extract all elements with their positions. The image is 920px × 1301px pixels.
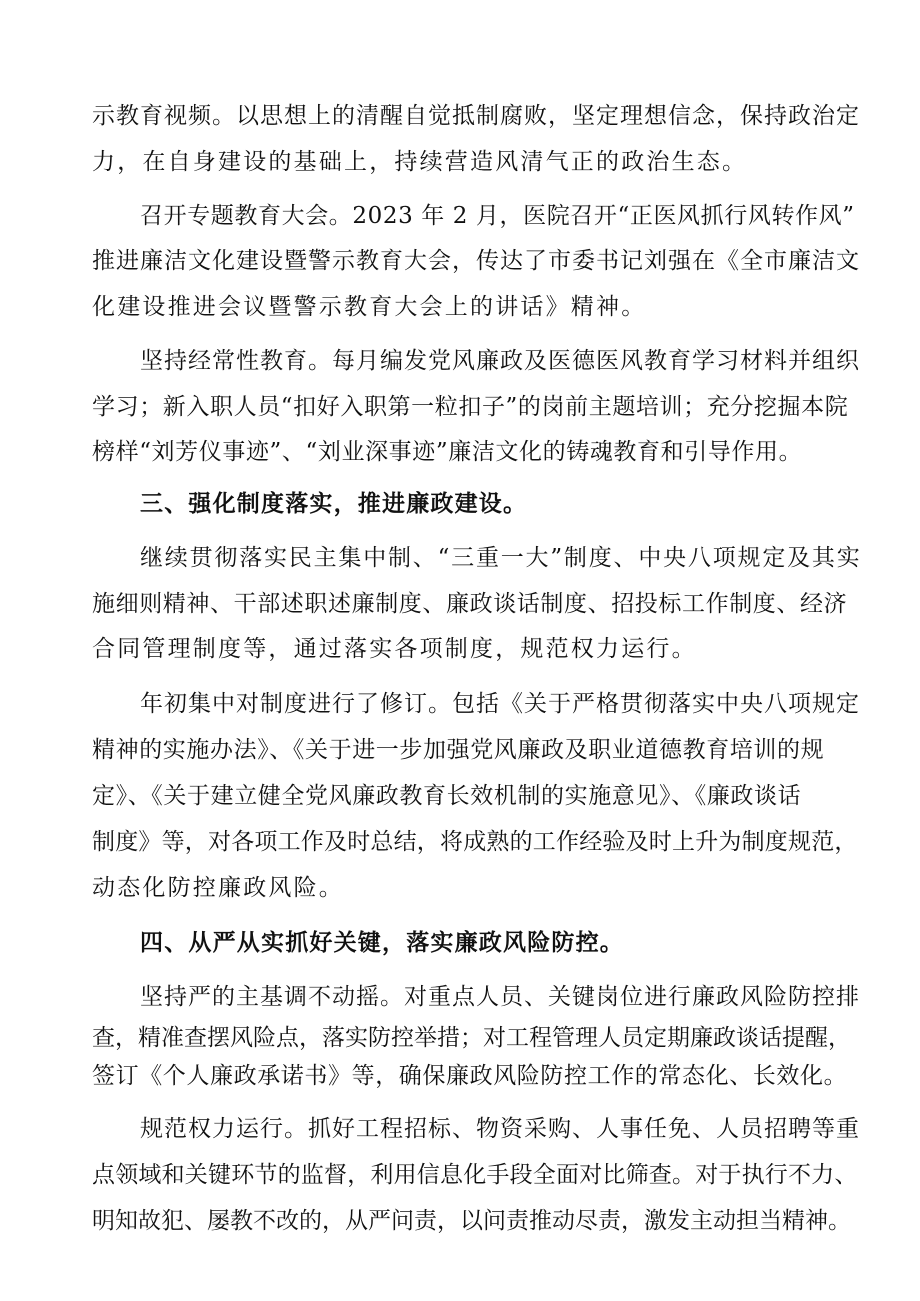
paragraph-line: 坚持严的主基调不动摇。对重点人员、关键岗位进行廉政风险防控排 (140, 984, 860, 1010)
paragraph-line: 化建设推进会议暨警示教育大会上的讲话》精神。 (92, 294, 647, 320)
paragraph-line: 学习；新入职人员“扣好入职第一粒扣子”的岗前主题培训；充分挖掘本院 (92, 394, 849, 420)
paragraph-line: 点领域和关键环节的监督，利用信息化手段全面对比筛查。对于执行不力、 (92, 1162, 858, 1188)
paragraph-line: 定》、《关于建立健全党风廉政教育长效机制的实施意见》、《廉政谈话 (92, 783, 802, 809)
paragraph-line: 精神的实施办法》、《关于进一步加强党风廉政及职业道德教育培训的规 (92, 737, 825, 763)
paragraph-line: 制度》等，对各项工作及时总结，将成熟的工作经验及时上升为制度规范， (92, 829, 858, 855)
paragraph-line: 榜样“刘芳仪事迹”、“刘业深事迹”廉洁文化的铸魂教育和引导作用。 (92, 439, 803, 465)
section-heading: 四、从严从实抓好关键，落实廉政风险防控。 (140, 930, 624, 956)
paragraph-line: 施细则精神、干部述职述廉制度、廉政谈话制度、招投标工作制度、经济 (92, 591, 848, 617)
paragraph-line: 明知故犯、屡教不改的，从严问责，以问责推动尽责，激发主动担当精神。 (92, 1208, 851, 1234)
paragraph-line: 力，在自身建设的基础上，持续营造风清气正的政治生态。 (92, 149, 748, 175)
paragraph-line: 合同管理制度等，通过落实各项制度，规范权力运行。 (92, 636, 697, 662)
section-heading: 三、强化制度落实，推进廉政建设。 (140, 491, 528, 517)
paragraph-line: 签订《个人廉政承诺书》等，确保廉政风险防控工作的常态化、长效化。 (92, 1063, 848, 1089)
paragraph-line: 召开专题教育大会。2023 年 2 月，医院召开“正医风抓行风转作风” (140, 203, 855, 229)
paragraph-line: 动态化防控廉政风险。 (92, 875, 344, 901)
paragraph-line: 坚持经常性教育。每月编发党风廉政及医德医风教育学习材料并组织 (140, 348, 860, 374)
paragraph-line: 推进廉洁文化建设暨警示教育大会，传达了市委书记刘强在《全市廉洁文 (92, 248, 860, 274)
paragraph-line: 规范权力运行。抓好工程招标、物资采购、人事任免、人员招聘等重 (140, 1116, 860, 1142)
paragraph-line: 年初集中对制度进行了修订。包括《关于严格贯彻落实中央八项规定 (140, 691, 860, 717)
paragraph-line: 示教育视频。以思想上的清醒自觉抵制腐败，坚定理想信念，保持政治定 (92, 103, 860, 129)
paragraph-line: 继续贯彻落实民主集中制、“三重一大”制度、中央八项规定及其实 (140, 545, 862, 571)
paragraph-line: 查，精准查摆风险点，落实防控举措；对工程管理人员定期廉政谈话提醒， (92, 1025, 851, 1051)
